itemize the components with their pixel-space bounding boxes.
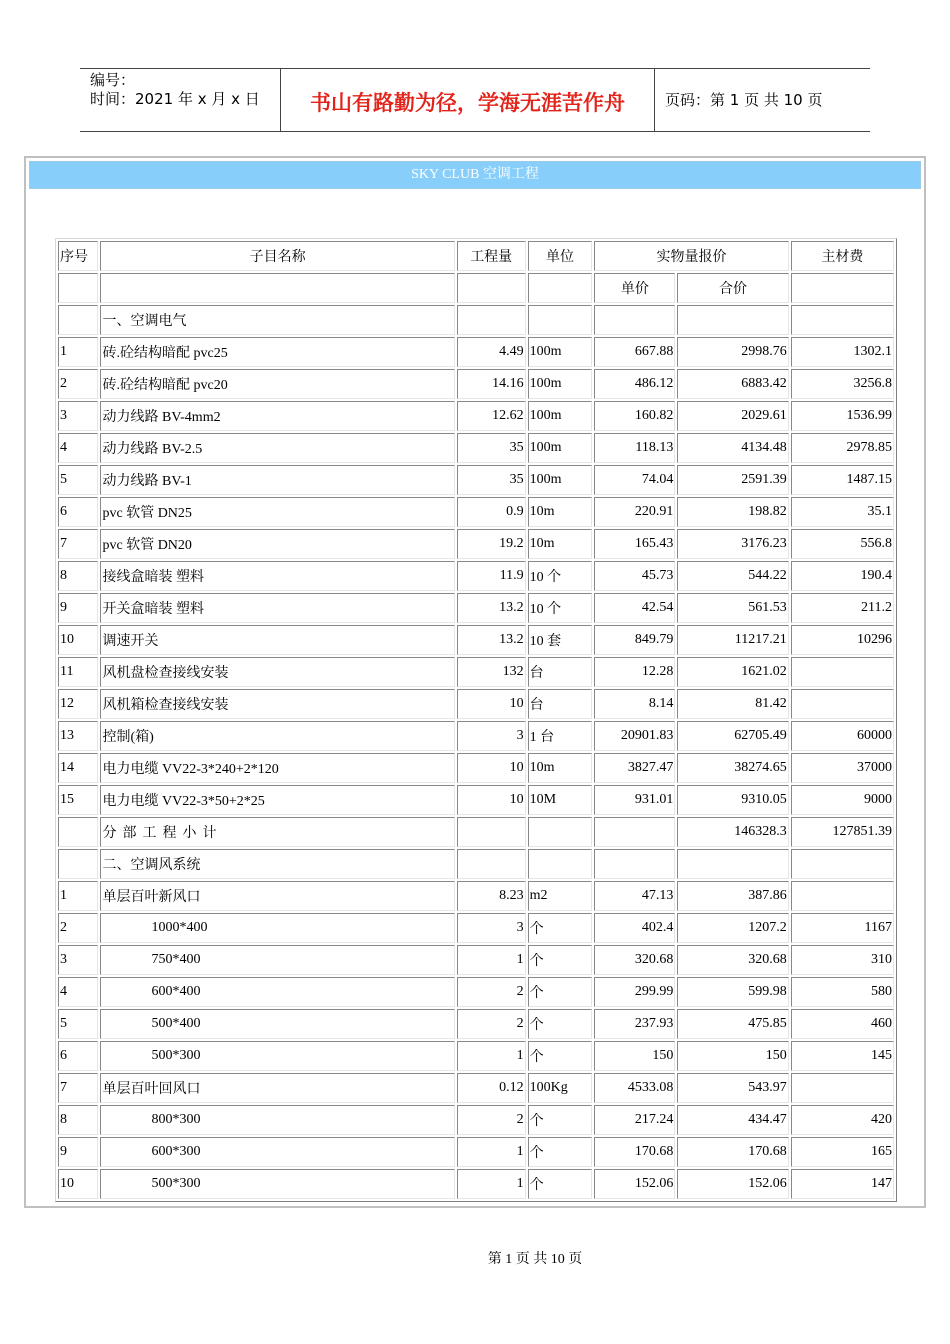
cell-seq xyxy=(58,849,98,879)
header-unit-price: 单价 xyxy=(594,273,675,303)
table-row xyxy=(58,721,894,751)
header-name: 子目名称 xyxy=(100,241,454,271)
cell-qty: 10 xyxy=(457,689,526,719)
table-row xyxy=(58,1169,894,1199)
table-row xyxy=(58,1137,894,1167)
cell-total-price: 170.68 xyxy=(677,1137,788,1167)
cell-material: 1302.1 xyxy=(791,337,894,367)
cell-material: 2978.85 xyxy=(791,433,894,463)
cell-seq: 8 xyxy=(58,561,98,591)
cell-material: 10296 xyxy=(791,625,894,655)
cell-material xyxy=(791,881,894,911)
cell-unit-price: 217.24 xyxy=(594,1105,675,1135)
cell-unit-price: 3827.47 xyxy=(594,753,675,783)
motto-text: 书山有路勤为径，学海无涯苦作舟 xyxy=(310,91,625,115)
header-motto-cell xyxy=(281,69,655,131)
page-indicator: 页码：第 1 页 共 10 页 xyxy=(665,91,823,109)
table-row xyxy=(58,1105,894,1135)
table-row xyxy=(58,977,894,1007)
cell-seq: 2 xyxy=(58,369,98,399)
cell-unit-price xyxy=(594,849,675,879)
cell-total-price: 150 xyxy=(677,1041,788,1071)
cell-unit-price: 20901.83 xyxy=(594,721,675,751)
cell-seq: 8 xyxy=(58,1105,98,1135)
cell-seq xyxy=(58,817,98,847)
cell-name: 1000*400 xyxy=(100,913,454,943)
table-row xyxy=(58,497,894,527)
table-row xyxy=(58,689,894,719)
table-row xyxy=(58,561,894,591)
cell-unit-price: 118.13 xyxy=(594,433,675,463)
cell-seq: 15 xyxy=(58,785,98,815)
cell-qty: 13.2 xyxy=(457,593,526,623)
cell-name: 动力线路 BV-4mm2 xyxy=(100,401,454,431)
document-title: SKY CLUB 空调工程 xyxy=(29,161,921,189)
cell-name: pvc 软管 DN25 xyxy=(100,497,454,527)
cell-unit: 10m xyxy=(528,497,593,527)
table-row xyxy=(58,529,894,559)
cell-material xyxy=(791,305,894,335)
cell-material: 460 xyxy=(791,1009,894,1039)
cell-unit-price: 849.79 xyxy=(594,625,675,655)
cell-unit-price: 220.91 xyxy=(594,497,675,527)
cell-name: 二、空调风系统 xyxy=(100,849,454,879)
cell-name: 电力电缆 VV22-3*240+2*120 xyxy=(100,753,454,783)
cell-total-price: 561.53 xyxy=(677,593,788,623)
cell-material xyxy=(791,1073,894,1103)
cell-seq xyxy=(58,305,98,335)
cell-unit-price: 165.43 xyxy=(594,529,675,559)
table-subheader-row xyxy=(58,273,894,303)
cell-unit-price: 12.28 xyxy=(594,657,675,687)
cell-material: 190.4 xyxy=(791,561,894,591)
table-header-row xyxy=(58,241,894,271)
cell-unit: 10m xyxy=(528,753,593,783)
cell-total-price: 2591.39 xyxy=(677,465,788,495)
table-row xyxy=(58,593,894,623)
cell-seq: 1 xyxy=(58,881,98,911)
cell-unit-price: 8.14 xyxy=(594,689,675,719)
cell-seq: 9 xyxy=(58,593,98,623)
cell-seq: 11 xyxy=(58,657,98,687)
cell-total-price xyxy=(677,305,788,335)
subheader-empty xyxy=(100,273,454,303)
serial-label: 编号： xyxy=(90,71,136,89)
cell-seq: 5 xyxy=(58,465,98,495)
cell-name: 接线盒暗装 塑料 xyxy=(100,561,454,591)
cell-unit-price: 47.13 xyxy=(594,881,675,911)
cell-unit: 个 xyxy=(528,945,593,975)
cell-qty: 1 xyxy=(457,1137,526,1167)
cell-name: 一、空调电气 xyxy=(100,305,454,335)
cell-qty: 35 xyxy=(457,465,526,495)
cell-unit: 100Kg xyxy=(528,1073,593,1103)
cell-name: 500*300 xyxy=(100,1041,454,1071)
cell-qty: 2 xyxy=(457,1105,526,1135)
cell-unit-price: 152.06 xyxy=(594,1169,675,1199)
header-page-cell xyxy=(655,69,870,131)
cell-qty: 11.9 xyxy=(457,561,526,591)
cell-name: 500*400 xyxy=(100,1009,454,1039)
cell-qty: 1 xyxy=(457,1169,526,1199)
cell-material: 35.1 xyxy=(791,497,894,527)
cell-total-price: 543.97 xyxy=(677,1073,788,1103)
cell-seq: 2 xyxy=(58,913,98,943)
cell-seq: 6 xyxy=(58,1041,98,1071)
section-row xyxy=(58,305,894,335)
cell-qty: 0.9 xyxy=(457,497,526,527)
content-frame xyxy=(24,156,926,1208)
cell-seq: 12 xyxy=(58,689,98,719)
cell-material: 3256.8 xyxy=(791,369,894,399)
table-row xyxy=(58,1073,894,1103)
cell-total-price: 9310.05 xyxy=(677,785,788,815)
cell-material xyxy=(791,689,894,719)
cell-total-price: 38274.65 xyxy=(677,753,788,783)
header-unit: 单位 xyxy=(528,241,593,271)
cell-qty xyxy=(457,305,526,335)
footer-page-text: 第 1 页 共 10 页 xyxy=(487,1252,583,1267)
cell-name: 800*300 xyxy=(100,1105,454,1135)
cell-unit: 个 xyxy=(528,913,593,943)
cell-qty: 1 xyxy=(457,945,526,975)
table-row xyxy=(58,753,894,783)
subheader-empty xyxy=(457,273,526,303)
cell-unit-price: 160.82 xyxy=(594,401,675,431)
cell-seq: 4 xyxy=(58,977,98,1007)
cell-unit-price: 931.01 xyxy=(594,785,675,815)
cell-name: 单层百叶回风口 xyxy=(100,1073,454,1103)
cell-total-price: 320.68 xyxy=(677,945,788,975)
cell-qty: 2 xyxy=(457,1009,526,1039)
cell-unit: 个 xyxy=(528,1105,593,1135)
cell-qty: 3 xyxy=(457,913,526,943)
cell-unit: 台 xyxy=(528,689,593,719)
cell-material: 9000 xyxy=(791,785,894,815)
subtotal-row xyxy=(58,817,894,847)
cell-seq: 7 xyxy=(58,1073,98,1103)
table-row xyxy=(58,625,894,655)
cell-name: 砖.砼结构暗配 pvc25 xyxy=(100,337,454,367)
cell-total-price: 62705.49 xyxy=(677,721,788,751)
cell-unit xyxy=(528,849,593,879)
cell-unit-price: 45.73 xyxy=(594,561,675,591)
table-row xyxy=(58,465,894,495)
cell-unit-price: 402.4 xyxy=(594,913,675,943)
cell-material: 37000 xyxy=(791,753,894,783)
cell-total-price xyxy=(677,849,788,879)
cell-unit: 10M xyxy=(528,785,593,815)
cell-seq: 3 xyxy=(58,401,98,431)
cell-material xyxy=(791,657,894,687)
cell-name: 600*400 xyxy=(100,977,454,1007)
cell-name: 分部工程小计 xyxy=(100,817,454,847)
cell-qty: 13.2 xyxy=(457,625,526,655)
cell-qty xyxy=(457,849,526,879)
cell-total-price: 81.42 xyxy=(677,689,788,719)
table-row xyxy=(58,945,894,975)
subheader-empty xyxy=(58,273,98,303)
cell-seq: 9 xyxy=(58,1137,98,1167)
cell-seq: 10 xyxy=(58,1169,98,1199)
cell-unit: 100m xyxy=(528,465,593,495)
cell-material: 420 xyxy=(791,1105,894,1135)
cell-unit: 100m xyxy=(528,401,593,431)
cell-seq: 10 xyxy=(58,625,98,655)
subheader-empty xyxy=(528,273,593,303)
cell-qty: 35 xyxy=(457,433,526,463)
cell-name: 电力电缆 VV22-3*50+2*25 xyxy=(100,785,454,815)
cell-total-price: 4134.48 xyxy=(677,433,788,463)
section-row xyxy=(58,849,894,879)
cell-total-price: 387.86 xyxy=(677,881,788,911)
subheader-empty xyxy=(791,273,894,303)
cell-total-price: 1621.02 xyxy=(677,657,788,687)
cell-total-price: 475.85 xyxy=(677,1009,788,1039)
cell-unit-price: 170.68 xyxy=(594,1137,675,1167)
cell-material: 127851.39 xyxy=(791,817,894,847)
page-header xyxy=(80,68,870,132)
cell-total-price: 6883.42 xyxy=(677,369,788,399)
cell-qty: 10 xyxy=(457,753,526,783)
cell-name: 动力线路 BV-1 xyxy=(100,465,454,495)
cell-total-price: 1207.2 xyxy=(677,913,788,943)
cell-unit: 台 xyxy=(528,657,593,687)
cell-qty: 4.49 xyxy=(457,337,526,367)
cell-total-price: 599.98 xyxy=(677,977,788,1007)
header-meta-cell xyxy=(80,69,281,131)
cell-total-price: 146328.3 xyxy=(677,817,788,847)
cell-seq: 5 xyxy=(58,1009,98,1039)
cell-unit-price: 4533.08 xyxy=(594,1073,675,1103)
cell-material xyxy=(791,849,894,879)
cell-name: 单层百叶新风口 xyxy=(100,881,454,911)
table-row xyxy=(58,1009,894,1039)
cell-unit-price xyxy=(594,305,675,335)
table-row xyxy=(58,657,894,687)
date-text: 时间：2021 年 x 月 x 日 xyxy=(90,90,260,108)
cell-total-price: 544.22 xyxy=(677,561,788,591)
cell-name: 600*300 xyxy=(100,1137,454,1167)
cell-total-price: 434.47 xyxy=(677,1105,788,1135)
cell-material: 310 xyxy=(791,945,894,975)
cell-unit-price: 150 xyxy=(594,1041,675,1071)
cell-total-price: 11217.21 xyxy=(677,625,788,655)
cell-unit: 100m xyxy=(528,433,593,463)
cell-unit: 个 xyxy=(528,977,593,1007)
table-row xyxy=(58,401,894,431)
cell-unit: 100m xyxy=(528,369,593,399)
cell-total-price: 2998.76 xyxy=(677,337,788,367)
cell-unit xyxy=(528,305,593,335)
cell-name: 开关盒暗装 塑料 xyxy=(100,593,454,623)
table-row xyxy=(58,785,894,815)
cell-name: 动力线路 BV-2.5 xyxy=(100,433,454,463)
cell-name: 风机箱检查接线安装 xyxy=(100,689,454,719)
table-row xyxy=(58,369,894,399)
cell-material: 1167 xyxy=(791,913,894,943)
cell-name: pvc 软管 DN20 xyxy=(100,529,454,559)
cell-seq: 6 xyxy=(58,497,98,527)
cell-qty: 132 xyxy=(457,657,526,687)
cell-unit: m2 xyxy=(528,881,593,911)
table-row xyxy=(58,337,894,367)
cell-name: 控制(箱) xyxy=(100,721,454,751)
cell-seq: 7 xyxy=(58,529,98,559)
cell-material: 165 xyxy=(791,1137,894,1167)
cell-unit-price: 486.12 xyxy=(594,369,675,399)
cell-qty: 12.62 xyxy=(457,401,526,431)
cell-unit-price: 667.88 xyxy=(594,337,675,367)
cell-seq: 4 xyxy=(58,433,98,463)
cell-qty: 0.12 xyxy=(457,1073,526,1103)
cell-seq: 1 xyxy=(58,337,98,367)
cell-unit: 个 xyxy=(528,1169,593,1199)
cell-qty: 2 xyxy=(457,977,526,1007)
cell-total-price: 198.82 xyxy=(677,497,788,527)
cell-unit xyxy=(528,817,593,847)
cell-name: 砖.砼结构暗配 pvc20 xyxy=(100,369,454,399)
cell-qty: 19.2 xyxy=(457,529,526,559)
cell-qty: 14.16 xyxy=(457,369,526,399)
header-material: 主材费 xyxy=(791,241,894,271)
cell-qty: 1 xyxy=(457,1041,526,1071)
quote-table xyxy=(55,238,897,1202)
table-row xyxy=(58,913,894,943)
cell-material: 580 xyxy=(791,977,894,1007)
table-row xyxy=(58,1041,894,1071)
cell-unit: 100m xyxy=(528,337,593,367)
cell-seq: 14 xyxy=(58,753,98,783)
cell-seq: 13 xyxy=(58,721,98,751)
cell-unit-price: 320.68 xyxy=(594,945,675,975)
cell-unit: 10 套 xyxy=(528,625,593,655)
cell-name: 风机盘检查接线安装 xyxy=(100,657,454,687)
cell-qty: 10 xyxy=(457,785,526,815)
cell-seq: 3 xyxy=(58,945,98,975)
cell-unit: 10m xyxy=(528,529,593,559)
cell-material: 60000 xyxy=(791,721,894,751)
header-total-price: 合价 xyxy=(677,273,788,303)
cell-unit: 1 台 xyxy=(528,721,593,751)
header-quote: 实物量报价 xyxy=(594,241,788,271)
cell-unit: 10 个 xyxy=(528,561,593,591)
quote-table-wrapper xyxy=(55,238,897,1202)
cell-material: 145 xyxy=(791,1041,894,1071)
cell-name: 750*400 xyxy=(100,945,454,975)
cell-unit: 10 个 xyxy=(528,593,593,623)
cell-material: 1536.99 xyxy=(791,401,894,431)
cell-unit-price: 299.99 xyxy=(594,977,675,1007)
header-seq: 序号 xyxy=(58,241,98,271)
page-footer xyxy=(0,1248,950,1268)
cell-unit: 个 xyxy=(528,1009,593,1039)
cell-total-price: 2029.61 xyxy=(677,401,788,431)
cell-unit-price: 74.04 xyxy=(594,465,675,495)
cell-name: 500*300 xyxy=(100,1169,454,1199)
cell-qty: 8.23 xyxy=(457,881,526,911)
cell-total-price: 3176.23 xyxy=(677,529,788,559)
table-row xyxy=(58,433,894,463)
header-qty: 工程量 xyxy=(457,241,526,271)
cell-material: 147 xyxy=(791,1169,894,1199)
cell-unit-price: 42.54 xyxy=(594,593,675,623)
cell-unit: 个 xyxy=(528,1137,593,1167)
cell-material: 556.8 xyxy=(791,529,894,559)
cell-qty: 3 xyxy=(457,721,526,751)
cell-unit: 个 xyxy=(528,1041,593,1071)
cell-material: 211.2 xyxy=(791,593,894,623)
cell-unit-price: 237.93 xyxy=(594,1009,675,1039)
table-row xyxy=(58,881,894,911)
cell-name: 调速开关 xyxy=(100,625,454,655)
cell-total-price: 152.06 xyxy=(677,1169,788,1199)
cell-material: 1487.15 xyxy=(791,465,894,495)
cell-unit-price xyxy=(594,817,675,847)
cell-qty xyxy=(457,817,526,847)
